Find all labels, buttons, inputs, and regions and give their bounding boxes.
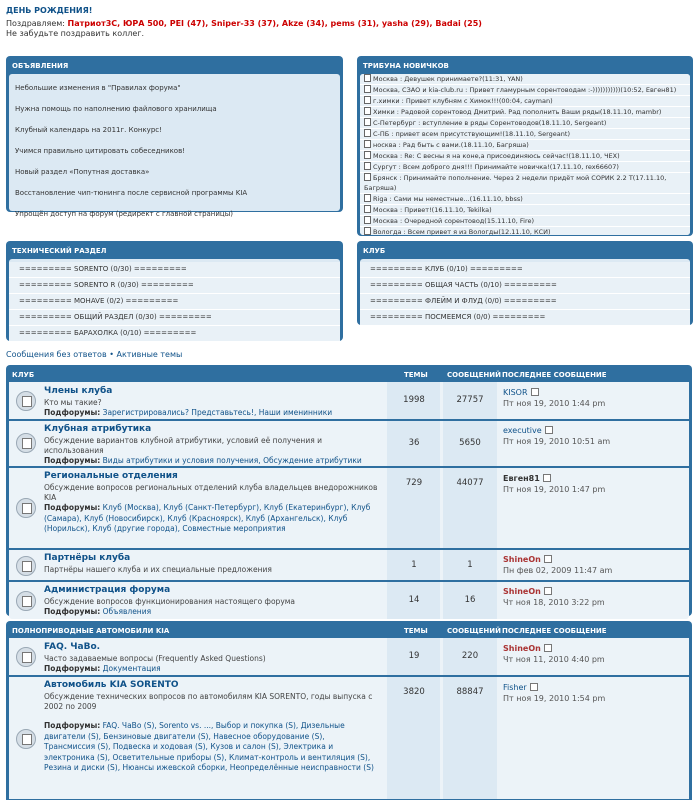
announcement-item[interactable]: Восстановление чип-тюнинга после сервисной программы KIA	[15, 189, 248, 197]
last-post-date: Пт ноя 19, 2010 1:47 pm	[503, 485, 606, 494]
subforum-links[interactable]: FAQ. ЧаВо (S), Sorento vs. ..., Выбор и покупка (S), Дизельные двигатели (S), Бензиновые двигатели (S), Навесное оборудование (S), Трансмиссия (S), Подвеска и ходовая (S), Кузов и салон (S), Электрика и электроника (S), Осветительные приборы (S), Климат-контроль и вентиляция (S), Резина и диски (S), Нюансы ижевской сборки, Неопределённые неисправности (S)	[44, 721, 374, 772]
quick-links	[6, 350, 182, 359]
forum-description: Партнёры нашего клуба и их специальные предложения	[44, 565, 272, 574]
newbie-item[interactable]: Москва : Re: С весны я на коне,а присоединяюсь сейчас!(18.11.10, ЧЕХ)	[360, 151, 690, 162]
last-post-date: Пн фев 02, 2009 11:47 am	[503, 566, 613, 575]
unanswered-link[interactable]: Сообщения без ответов	[6, 350, 107, 359]
club-forum-table	[6, 365, 692, 616]
club-item[interactable]: ========= ОБЩАЯ ЧАСТЬ (0/10) =========	[360, 278, 690, 294]
tech-panel	[6, 241, 343, 341]
last-post-date: Пт ноя 19, 2010 1:44 pm	[503, 399, 606, 408]
announcement-item[interactable]: Клубный календарь на 2011г. Конкурс!	[15, 126, 162, 134]
forum-description: Часто задаваемые вопросы (Frequently Asked Questions)	[44, 654, 266, 663]
subforums: Подфорумы: Виды атрибутики и условия получения, Обсуждение атрибутики	[44, 456, 362, 465]
forum-read-icon	[16, 729, 36, 749]
topics-column-header: ТЕМЫ	[404, 627, 428, 635]
auto-section-title[interactable]: ПОЛНОПРИВОДНЫЕ АВТОМОБИЛИ KIA	[12, 627, 170, 635]
tech-list	[9, 259, 340, 342]
active-topics-link[interactable]: Активные темы	[116, 350, 183, 359]
forum-read-icon	[16, 647, 36, 667]
last-post-author[interactable]: ShineOn	[503, 644, 541, 653]
last-post	[503, 425, 610, 447]
club-section-title[interactable]: КЛУБ	[12, 371, 35, 379]
topic-icon	[364, 74, 371, 82]
last-post-date: Пт ноя 19, 2010 10:51 am	[503, 437, 611, 446]
birthday-names[interactable]: Патриот3С, ЮРА 500, PEI (47), Sniper-33 (37), Akze (34), pems (31), yasha (29), Badai (25)	[67, 19, 482, 28]
posts-count: 220	[461, 651, 479, 661]
announcement-item[interactable]: Новый раздел «Попутная доставка»	[15, 168, 150, 176]
tech-item[interactable]: ========= SORENTO R (0/30) =========	[9, 278, 340, 294]
forum-name[interactable]: Члены клуба	[44, 386, 113, 396]
topic-icon	[364, 151, 371, 159]
club-table-header	[9, 368, 689, 382]
newbie-item[interactable]: Москва, СЗАО и kia-club.ru : Привет гламурным сорентоводам :-)))))))))))(10:52, Евген81)	[360, 85, 690, 96]
subforum-links[interactable]: Виды атрибутики и условия получения, Обсуждение атрибутики	[102, 456, 362, 465]
topic-icon	[364, 85, 371, 93]
topic-icon	[364, 216, 371, 224]
last-post-date: Чт ноя 11, 2010 4:40 pm	[503, 655, 605, 664]
club-panel	[357, 241, 693, 325]
tech-title: ТЕХНИЧЕСКИЙ РАЗДЕЛ	[12, 247, 107, 255]
posts-count: 27757	[456, 395, 484, 405]
birthday-congrats-label: Поздравляем:	[6, 19, 65, 28]
last-post	[503, 643, 605, 665]
announcement-item[interactable]: Нужна помощь по наполнению файлового хранилища	[15, 105, 217, 113]
newbie-item[interactable]: Сургут : Всем доброго дня!!! Принимайте новичка!(17.11.10, rex66607)	[360, 162, 690, 173]
forum-row	[9, 582, 689, 619]
forum-name[interactable]: Клубная атрибутика	[44, 424, 152, 434]
topic-icon	[364, 227, 371, 235]
forum-description: Обсуждение вариантов клубной атрибутики, условий её получения и использования	[44, 436, 322, 455]
last-post	[503, 586, 605, 608]
view-latest-post-icon[interactable]	[531, 388, 539, 396]
subforums: Подфорумы: Зарегистрировались? Представьтесь!, Наши именинники	[44, 408, 333, 417]
posts-count: 16	[464, 595, 476, 605]
topics-count: 3820	[403, 687, 425, 697]
forum-description: Обсуждение вопросов функционирования настоящего форума	[44, 597, 296, 606]
topics-count: 729	[405, 478, 423, 488]
subforums: Подфорумы: FAQ. ЧаВо (S), Sorento vs. ..., Выбор и покупка (S), Дизельные двигатели (S), Бензиновые двигатели (S), Навесное оборудование (S), Трансмиссия (S), Подвеска и ходовая (S), Кузов и салон (S), Электрика и электроника (S), Осветительные приборы (S), Климат-контроль и вентиляция (S), Резина и диски (S), Нюансы ижевской сборки, Неопределённые неисправности (S)	[44, 721, 374, 772]
forum-row	[9, 421, 689, 468]
view-latest-post-icon[interactable]	[545, 426, 553, 434]
forum-name[interactable]: Администрация форума	[44, 585, 171, 595]
newbies-title: ТРИБУНА НОВИЧКОВ	[363, 62, 449, 70]
last-post-author[interactable]: executive	[503, 426, 542, 435]
newbie-item[interactable]: С-Петербург : вступление в ряды Сорентоводов(18.11.10, Sergeant)	[360, 118, 690, 129]
birthday-congrats	[6, 19, 692, 29]
newbies-panel	[357, 56, 693, 236]
forum-row	[9, 638, 689, 677]
topic-icon	[364, 129, 371, 137]
last-post-author[interactable]: Евген81	[503, 474, 540, 483]
newbie-item[interactable]: Вологда : Всем привет я из Вологды(12.11.10, КСИ)	[360, 227, 690, 235]
forum-read-icon	[16, 498, 36, 518]
auto-forum-table	[6, 621, 692, 800]
auto-table-header	[9, 624, 689, 638]
topic-icon	[364, 118, 371, 126]
posts-column-header: СООБЩЕНИЙ	[447, 627, 502, 635]
club-item[interactable]: ========= ПОСМЕЕМСЯ (0/0) =========	[360, 310, 690, 326]
view-latest-post-icon[interactable]	[530, 683, 538, 691]
posts-count: 88847	[456, 687, 484, 697]
topics-column-header: ТЕМЫ	[404, 371, 428, 379]
newbie-item[interactable]: носква : Рад быть с вами.(18.11.10, Багряша)	[360, 140, 690, 151]
last-post	[503, 682, 605, 704]
birthday-reminder: Не забудьте поздравить коллег.	[6, 29, 145, 38]
last-post-column-header: ПОСЛЕДНЕЕ СООБЩЕНИЕ	[502, 371, 607, 379]
posts-count: 1	[467, 560, 473, 570]
forum-name[interactable]: FAQ. ЧаВо.	[44, 642, 101, 652]
posts-column-header: СООБЩЕНИЙ	[447, 371, 502, 379]
topic-icon	[364, 96, 371, 104]
forum-name[interactable]: Автомобиль KIA SORENTO	[44, 680, 179, 690]
forum-read-icon	[16, 433, 36, 453]
subforum-links[interactable]: Клуб (Москва), Клуб (Санкт-Петербург), Клуб (Екатеринбург), Клуб (Самара), Клуб (Новосибирск), Клуб (Красноярск), Клуб (Архангельск), Клуб (Норильск), Клуб (другие города), Совместные мероприятия	[44, 503, 371, 533]
newbie-item[interactable]: Riga : Сами мы неместные...(16.11.10, bbss)	[360, 194, 690, 205]
forum-name[interactable]: Партнёры клуба	[44, 553, 131, 563]
club-item[interactable]: ========= КЛУБ (0/10) =========	[360, 262, 690, 278]
topic-icon	[364, 162, 371, 170]
topics-count: 1	[411, 560, 417, 570]
last-post-column-header: ПОСЛЕДНЕЕ СООБЩЕНИЕ	[502, 627, 607, 635]
birthday-block	[0, 0, 698, 39]
forum-name[interactable]: Региональные отделения	[44, 471, 178, 481]
last-post	[503, 554, 612, 576]
last-post	[503, 473, 605, 495]
topic-icon	[364, 140, 371, 148]
subforum-links[interactable]: Документация	[102, 664, 161, 673]
last-post-author[interactable]: ShineOn	[503, 555, 541, 564]
view-latest-post-icon[interactable]	[543, 474, 551, 482]
subforums: Подфорумы: Документация	[44, 664, 161, 673]
forum-description: Кто мы такие?	[44, 398, 102, 407]
newbies-list	[360, 74, 690, 235]
view-latest-post-icon[interactable]	[544, 555, 552, 563]
posts-count: 5650	[459, 438, 481, 448]
newbie-item[interactable]: Москва : Очередной сорентовод(15.11.10, Fire)	[360, 216, 690, 227]
newbie-item[interactable]: Москва : Девушек принимаете?(11:31, YAN)	[360, 74, 690, 85]
links-separator: •	[109, 350, 114, 359]
announcements-title: ОБЪЯВЛЕНИЯ	[12, 62, 69, 70]
announcements-panel	[6, 56, 343, 218]
announcement-item[interactable]: Упрощён доступ на форум (редирект с главной страницы)	[15, 210, 233, 218]
forum-row	[9, 677, 689, 799]
announcements-list	[9, 74, 340, 218]
topics-count: 14	[408, 595, 420, 605]
last-post-date: Чт ноя 18, 2010 3:22 pm	[503, 598, 605, 607]
club-panel-list	[360, 259, 690, 326]
forum-read-icon	[16, 591, 36, 611]
announcement-item[interactable]: Учимся правильно цитировать собеседников!	[15, 147, 186, 155]
tech-item[interactable]: ========= MOHAVE (0/2) =========	[9, 294, 340, 310]
topic-icon	[364, 173, 371, 181]
forum-description: Обсуждение вопросов региональных отделений клуба владельцев внедорожников KIA	[44, 483, 378, 502]
subforum-links[interactable]: Объявления	[102, 607, 152, 616]
posts-count: 44077	[456, 478, 484, 488]
forum-read-icon	[16, 391, 36, 411]
forum-row	[9, 468, 689, 550]
newbie-item[interactable]: Москва : Привет!(16.11.10, Tekilka)	[360, 205, 690, 216]
newbie-item[interactable]: г.химки : Привет клубням с Химок!!!(00:04, cayman)	[360, 96, 690, 107]
announcement-item[interactable]: Небольшие изменения в "Правилах форума"	[15, 84, 181, 92]
topics-count: 1998	[403, 395, 425, 405]
tech-item[interactable]: ========= ОБЩИЙ РАЗДЕЛ (0/30) =========	[9, 310, 340, 326]
last-post-author[interactable]: Fisher	[503, 683, 527, 692]
tech-item[interactable]: ========= БАРАХОЛКА (0/10) =========	[9, 326, 340, 342]
last-post	[503, 387, 605, 409]
tech-item[interactable]: ========= SORENTO (0/30) =========	[9, 262, 340, 278]
topic-icon	[364, 205, 371, 213]
subforums: Подфорумы: Клуб (Москва), Клуб (Санкт-Петербург), Клуб (Екатеринбург), Клуб (Самара), Клуб (Новосибирск), Клуб (Красноярск), Клуб (Архангельск), Клуб (Норильск), Клуб (другие города), Совместные мероприятия	[44, 503, 371, 533]
forum-description: Обсуждение технических вопросов по автомобилям KIA SORENTO, годы выпуска с 2002 по 2009	[44, 692, 373, 711]
forum-row	[9, 382, 689, 421]
subforums: Подфорумы: Объявления	[44, 607, 152, 616]
forum-read-icon	[16, 556, 36, 576]
last-post-author[interactable]: ShineOn	[503, 587, 541, 596]
topics-count: 19	[408, 651, 420, 661]
birthday-title: ДЕНЬ РОЖДЕНИЯ!	[6, 6, 93, 15]
last-post-date: Пт ноя 19, 2010 1:54 pm	[503, 694, 606, 703]
newbie-item[interactable]: Химки : Радовой сорентовод Дмитрий. Рад пополнить Ваши ряды(18.11.10, mambr)	[360, 107, 690, 118]
newbie-item[interactable]: Брянск : Принимайте пополнение. Через 2 недели придёт мой СОРИК 2.2 T(17.11.10, Багряша)	[360, 173, 690, 194]
view-latest-post-icon[interactable]	[544, 587, 552, 595]
topic-icon	[364, 194, 371, 202]
topic-icon	[364, 107, 371, 115]
last-post-author[interactable]: KISOR	[503, 388, 528, 397]
club-item[interactable]: ========= ФЛЕЙМ И ФЛУД (0/0) =========	[360, 294, 690, 310]
club-panel-title: КЛУБ	[363, 247, 386, 255]
topics-count: 36	[408, 438, 420, 448]
forum-row	[9, 550, 689, 582]
subforum-links[interactable]: Зарегистрировались? Представьтесь!, Наши именинники	[102, 408, 333, 417]
newbie-item[interactable]: С-ПБ : привет всем присутствующим!(18.11.10, Sergeant)	[360, 129, 690, 140]
view-latest-post-icon[interactable]	[544, 644, 552, 652]
